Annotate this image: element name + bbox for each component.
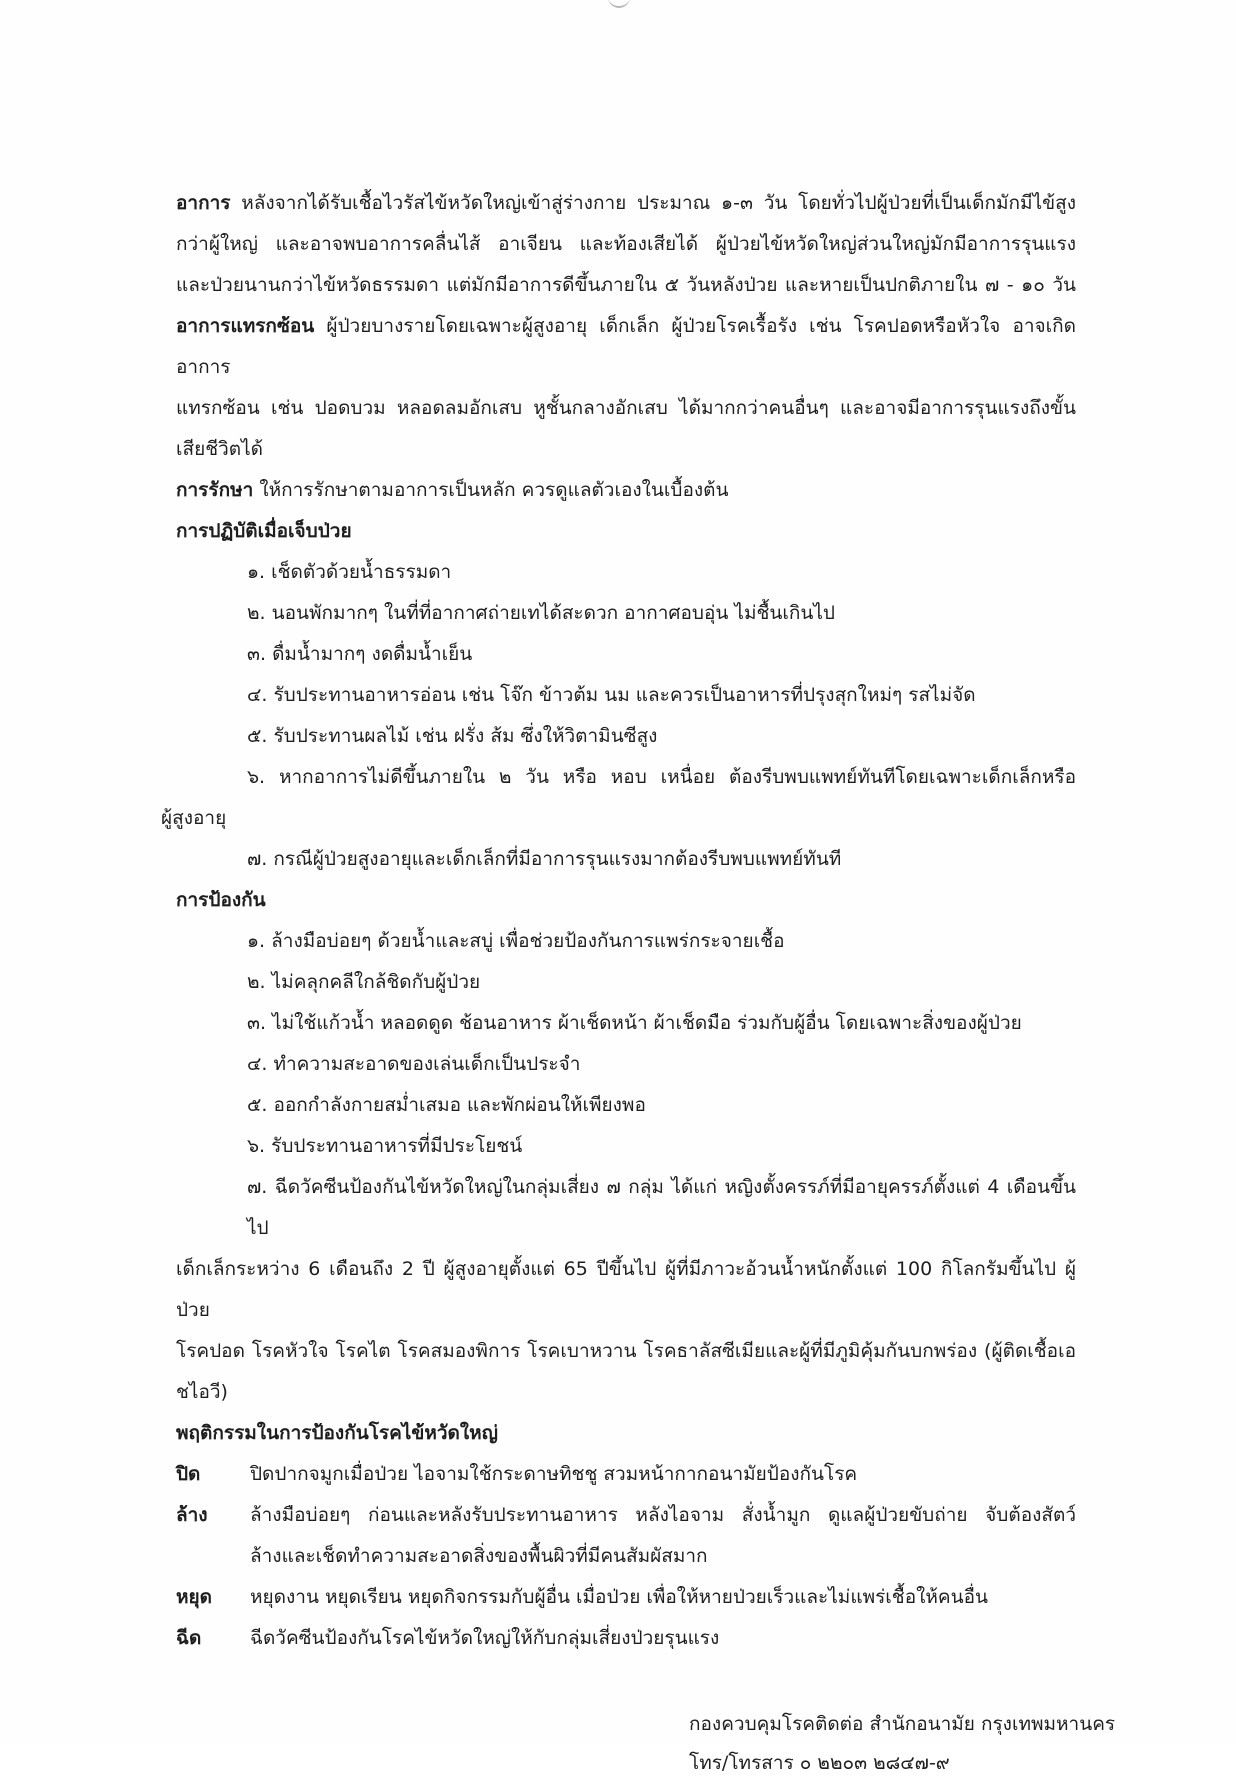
item-continuation: เด็กเล็กระหว่าง 6 เดือนถึง 2 ปี ผู้สูงอายุตั้งแต่ 65 ปีขึ้นไป ผู้ที่มีภาวะอ้วนน้ำหนักตั้งแต่ 100 กิโลกรัมขึ้นไป ผู้ป่วย <box>176 1258 1076 1321</box>
item-number: ๒. <box>247 971 266 993</box>
item-text: นอนพักมากๆ ในที่ที่อากาศถ่ายเทได้สะดวก อากาศอบอุ่น ไม่ชื้นเกินไป <box>271 602 835 624</box>
list-item <box>176 716 1076 757</box>
item-number: ๗. <box>247 848 268 870</box>
list-item <box>176 1044 1076 1085</box>
item-number: ๓. <box>247 643 267 665</box>
paragraph-line: แทรกซ้อน เช่น ปอดบวม หลอดลมอักเสบ หูชั้นกลางอักเสบ ได้มากกว่าคนอื่นๆ และอาจมีอาการรุนแรงถึงขั้น <box>176 397 1076 419</box>
item-text: ฉีดวัคซีนป้องกันไข้หวัดใหญ่ในกลุ่มเสี่ยง ๗ กลุ่ม ได้แก่ หญิงตั้งครรภ์ที่มีอายุครรภ์ตั้งแต่ 4 เดือนขึ้นไป <box>247 1176 1076 1239</box>
item-text: หากอาการไม่ดีขึ้นภายใน ๒ วัน หรือ หอบ เหนื่อย ต้องรีบพบแพทย์ทันทีโดยเฉพาะเด็กเล็กหรือ <box>278 766 1076 788</box>
list-item <box>161 757 1076 839</box>
paragraph-line <box>176 470 1076 511</box>
treatment-label: การรักษา <box>176 479 254 501</box>
issuer-footer <box>689 1705 1219 1783</box>
paragraph-text: หลังจากได้รับเชื้อไวรัสไข้หวัดใหญ่เข้าสู่ร่างกาย ประมาณ ๑-๓ วัน โดยทั่วไปผู้ป่วยที่เป็นเด็กมักมีไข้สูง <box>241 192 1076 214</box>
item-text: ทำความสะอาดของเล่นเด็กเป็นประจำ <box>273 1053 581 1075</box>
treatment-paragraph <box>176 470 1076 511</box>
scan-artifact <box>608 0 630 8</box>
symptoms-paragraph <box>176 183 1076 306</box>
behavior-row <box>176 1577 1076 1618</box>
list-item <box>176 675 1076 716</box>
behavior-row <box>176 1454 1076 1495</box>
paragraph-text: ผู้ป่วยบางรายโดยเฉพาะผู้สูงอายุ เด็กเล็ก ผู้ป่วยโรคเรื้อรัง เช่น โรคปอดหรือหัวใจ อาจเกิดอาการ <box>176 315 1076 378</box>
behavior-line: ล้างและเช็ดทำความสะอาดสิ่งของพื้นผิวที่มีคนสัมผัสมาก <box>250 1545 708 1567</box>
item-number: ๓. <box>247 1012 267 1034</box>
item-number: ๖. <box>247 1135 266 1157</box>
behavior-line: ล้างมือบ่อยๆ ก่อนและหลังรับประทานอาหาร หลังไอจาม สั่งน้ำมูก ดูแลผู้ป่วยขับถ่าย จับต้องสัตว์ <box>250 1504 1076 1526</box>
behavior-row <box>176 1618 1076 1659</box>
behavior-text <box>250 1618 1076 1659</box>
item-text: รับประทานอาหารอ่อน เช่น โจ๊ก ข้าวต้ม นม และควรเป็นอาหารที่ปรุงสุกใหม่ๆ รสไม่จัด <box>273 684 976 706</box>
item-continuation: โรคปอด โรคหัวใจ โรคไต โรคสมองพิการ โรคเบาหวาน โรคธาลัสซีเมียและผู้ที่มีภูมิคุ้มกันบกพร่อง (ผู้ติดเชื้อเอชไอวี) <box>176 1340 1076 1403</box>
behaviors-heading: พฤติกรรมในการป้องกันโรคไข้หวัดใหญ่ <box>176 1422 498 1444</box>
paragraph-line <box>176 183 1076 224</box>
item-line <box>176 757 1076 798</box>
complications-paragraph <box>176 306 1076 470</box>
behavior-text <box>250 1495 1076 1577</box>
symptoms-label: อาการ <box>176 192 231 214</box>
behavior-text <box>250 1577 1076 1618</box>
item-number: ๗. <box>247 1176 268 1198</box>
care-heading: การปฏิบัติเมื่อเจ็บป่วย <box>176 520 352 542</box>
list-item <box>176 1126 1076 1167</box>
list-item <box>176 593 1076 634</box>
item-text: ล้างมือบ่อยๆ ด้วยน้ำและสบู่ เพื่อช่วยป้องกันการแพร่กระจายเชื้อ <box>271 930 785 952</box>
item-continuation: ผู้สูงอายุ <box>161 807 227 829</box>
paragraph-line: กว่าผู้ใหญ่ และอาจพบอาการคลื่นไส้ อาเจียน และท้องเสียได้ ผู้ป่วยไข้หวัดใหญ่ส่วนใหญ่มักมีอาการรุนแรง <box>176 233 1076 255</box>
item-number: ๒. <box>247 602 266 624</box>
item-line <box>176 1167 1076 1249</box>
issuer-phone: โทร/โทรสาร ๐ ๒๒๐๓ ๒๘๔๗-๙ <box>689 1752 950 1774</box>
list-item <box>176 962 1076 1003</box>
item-number: ๑. <box>247 930 266 952</box>
item-number: ๕. <box>247 1094 268 1116</box>
item-number: ๔. <box>247 684 268 706</box>
list-item <box>176 634 1076 675</box>
paragraph-line: และป่วยนานกว่าไข้หวัดธรรมดา แต่มักมีอาการดีขึ้นภายใน ๕ วันหลังป่วย และหายเป็นปกติภายใน ๗ - ๑๐ วัน <box>176 274 1076 296</box>
behaviors-list <box>176 1454 1076 1659</box>
item-number: ๕. <box>247 725 268 747</box>
behavior-text <box>250 1454 1076 1495</box>
list-item <box>176 921 1076 962</box>
behavior-term: ล้าง <box>176 1504 208 1526</box>
item-text: เช็ดตัวด้วยน้ำธรรมดา <box>271 561 452 583</box>
item-number: ๑. <box>247 561 266 583</box>
behavior-line: หยุดงาน หยุดเรียน หยุดกิจกรรมกับผู้อื่น เมื่อป่วย เพื่อให้หายป่วยเร็วและไม่แพร่เชื้อให้คนอื่น <box>250 1586 989 1608</box>
list-item <box>176 1167 1076 1413</box>
item-text: รับประทานอาหารที่มีประโยชน์ <box>271 1135 523 1157</box>
item-text: ออกกำลังกายสม่ำเสมอ และพักผ่อนให้เพียงพอ <box>273 1094 646 1116</box>
item-text: ไม่ใช้แก้วน้ำ หลอดดูด ช้อนอาหาร ผ้าเช็ดหน้า ผ้าเช็ดมือ ร่วมกับผู้อื่น โดยเฉพาะสิ่งของผู้ป่วย <box>272 1012 1022 1034</box>
care-list <box>161 552 1076 880</box>
item-text: ดื่มน้ำมากๆ งดดื่มน้ำเย็น <box>272 643 473 665</box>
list-item <box>176 839 1076 880</box>
item-text: ไม่คลุกคลีใกล้ชิดกับผู้ป่วย <box>271 971 481 993</box>
behavior-line: ฉีดวัคซีนป้องกันโรคไข้หวัดใหญ่ให้กับกลุ่มเสี่ยงป่วยรุนแรง <box>250 1627 720 1649</box>
list-item <box>176 552 1076 593</box>
behavior-term: ฉีด <box>176 1627 202 1649</box>
paragraph-line <box>176 306 1076 388</box>
behavior-row <box>176 1495 1076 1577</box>
behavior-term: หยุด <box>176 1586 212 1608</box>
complications-label: อาการแทรกซ้อน <box>176 315 315 337</box>
issuer-office: กองควบคุมโรคติดต่อ สำนักอนามัย กรุงเทพมหานคร <box>689 1713 1116 1735</box>
list-item <box>176 1085 1076 1126</box>
behavior-line: ปิดปากจมูกเมื่อป่วย ไอจามใช้กระดาษทิชชู สวมหน้ากากอนามัยป้องกันโรค <box>250 1463 858 1485</box>
list-item <box>176 1003 1076 1044</box>
paragraph-text: ให้การรักษาตามอาการเป็นหลัก ควรดูแลตัวเองในเบื้องต้น <box>259 479 729 501</box>
item-text: กรณีผู้ป่วยสูงอายุและเด็กเล็กที่มีอาการรุนแรงมากต้องรีบพบแพทย์ทันที <box>273 848 842 870</box>
item-number: ๔. <box>247 1053 268 1075</box>
prevention-list <box>176 921 1076 1413</box>
behavior-term: ปิด <box>176 1463 201 1485</box>
prevention-heading: การป้องกัน <box>176 889 266 911</box>
document-body <box>161 183 1116 1783</box>
item-number: ๖. <box>247 766 266 788</box>
item-text: รับประทานผลไม้ เช่น ฝรั่ง ส้ม ซึ่งให้วิตามินซีสูง <box>273 725 658 747</box>
paragraph-line: เสียชีวิตได้ <box>176 438 264 460</box>
